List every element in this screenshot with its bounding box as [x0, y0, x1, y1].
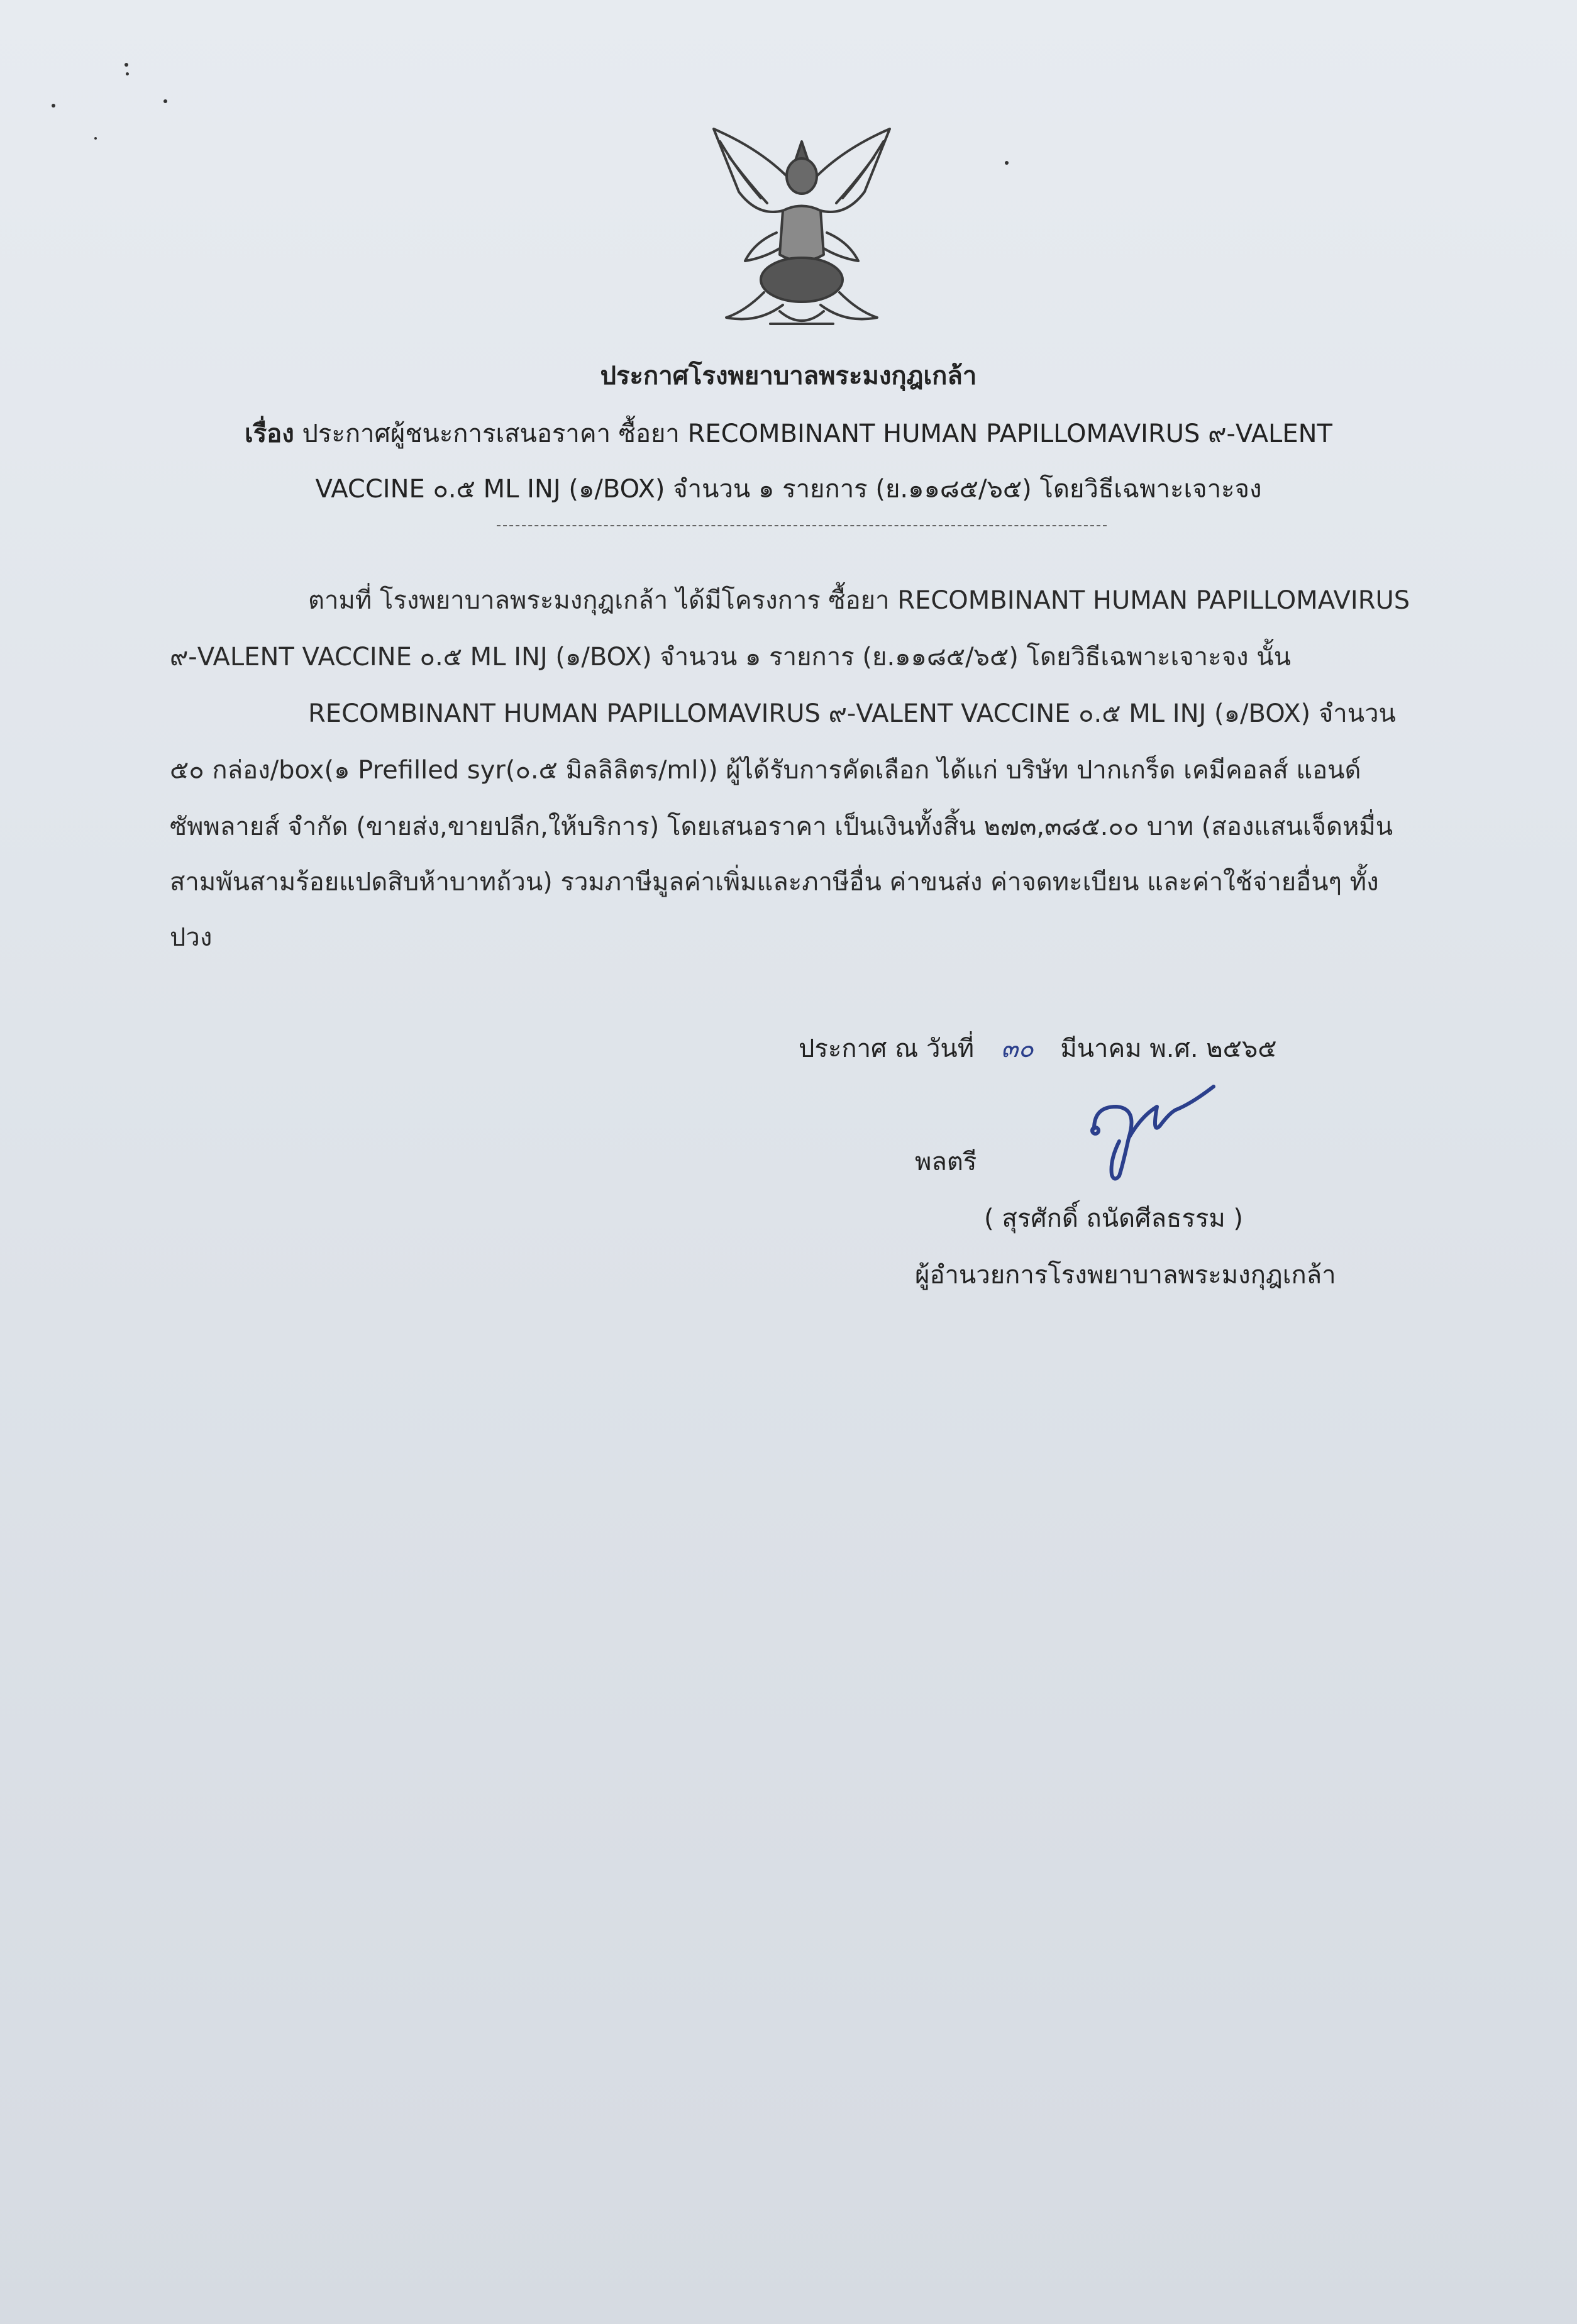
body-line-4: ๕๐ กล่อง/box(๑ Prefilled syr(๐.๕ มิลลิลิตร/ml)) ผู้ได้รับการคัดเลือก ได้แก่ บริษัท ปากเกร็ด เคมีคอลส์ แอนด์ — [170, 756, 1361, 785]
date-prefix: ประกาศ ณ วันที่ — [799, 1034, 975, 1063]
announcement-date — [799, 1028, 1277, 1068]
dust-speck — [124, 63, 128, 67]
signer-rank: พลตรี — [915, 1148, 977, 1176]
garuda-emblem-icon — [701, 123, 902, 336]
date-day-handwritten: ๓๐ — [1000, 1034, 1034, 1063]
body-line-6: สามพันสามร้อยแปดสิบห้าบาทถ้วน) รวมภาษีมูลค่าเพิ่มและภาษีอื่น ค่าขนส่ง ค่าจดทะเบียน และค่าใช้จ่ายอื่นๆ ทั้ง — [170, 868, 1379, 897]
separator-line — [497, 525, 1107, 526]
body-line-5: ซัพพลายส์ จำกัด (ขายส่ง,ขายปลีก,ให้บริการ) โดยเสนอราคา เป็นเงินทั้งสิ้น ๒๗๓,๓๘๕.๐๐ บาท (สองแสนเจ็ดหมื่น — [170, 812, 1393, 841]
subject-line — [0, 413, 1577, 453]
signer-name: ( สุรศักดิ์ ถนัดศีลธรรม ) — [984, 1204, 1244, 1233]
dust-speck — [163, 99, 167, 103]
body-line-3: RECOMBINANT HUMAN PAPILLOMAVIRUS ๙-VALENT VACCINE ๐.๕ ML INJ (๑/BOX) จำนวน — [308, 699, 1396, 728]
subject-text-line1: ประกาศผู้ชนะการเสนอราคา ซื้อยา RECOMBINANT HUMAN PAPILLOMAVIRUS ๙-VALENT — [302, 419, 1332, 448]
dust-speck — [1005, 161, 1009, 165]
body-line-7: ปวง — [170, 923, 213, 952]
dust-speck — [94, 137, 97, 140]
subject-label: เรื่อง — [245, 419, 294, 448]
dust-speck — [52, 104, 55, 108]
dust-speck — [126, 72, 129, 75]
handwritten-signature — [1082, 1082, 1220, 1182]
subject-line-2: VACCINE ๐.๕ ML INJ (๑/BOX) จำนวน ๑ รายการ (ย.๑๑๘๕/๖๕) โดยวิธีเฉพาะเจาะจง — [315, 475, 1262, 504]
body-line-1: ตามที่ โรงพยาบาลพระมงกุฎเกล้า ได้มีโครงการ ซื้อยา RECOMBINANT HUMAN PAPILLOMAVIRUS — [308, 586, 1410, 615]
signer-position: ผู้อำนวยการโรงพยาบาลพระมงกุฎเกล้า — [915, 1261, 1336, 1290]
date-month-year: มีนาคม พ.ศ. ๒๕๖๕ — [1060, 1034, 1277, 1063]
page-title: ประกาศโรงพยาบาลพระมงกุฎเกล้า — [600, 362, 977, 390]
body-line-2: ๙-VALENT VACCINE ๐.๕ ML INJ (๑/BOX) จำนวน ๑ รายการ (ย.๑๑๘๕/๖๕) โดยวิธีเฉพาะเจาะจง นั้น — [170, 643, 1291, 672]
